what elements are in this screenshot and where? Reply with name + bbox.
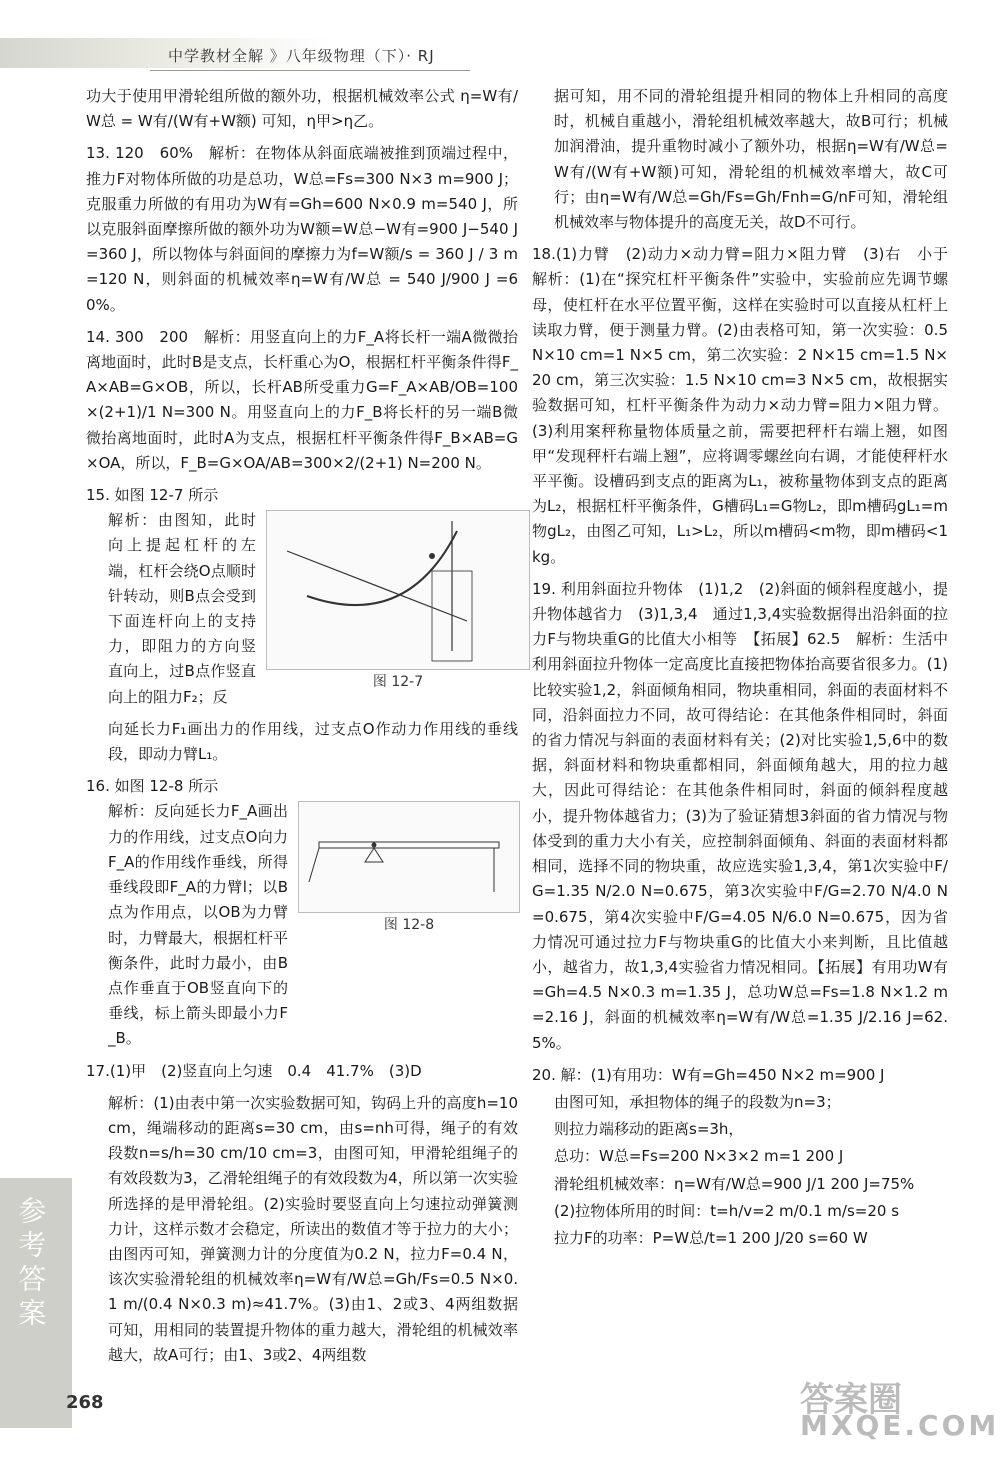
answer-20-c: 则拉力端移动的距离s=3h， xyxy=(554,1120,744,1139)
answer-12-cont: 功大于使用甲滑轮组所做的额外功，根据机械效率公式 η=W有/W总 = W有/(W有+W额) 可知，η甲>η乙。 xyxy=(86,87,518,131)
answer-15-block xyxy=(86,508,518,717)
header-title: 中学教材全解 》八年级物理（下）· RJ xyxy=(168,47,435,65)
sidebar-label: 参考答案 xyxy=(14,1196,48,1332)
figure-12-7-caption: 图 12-7 xyxy=(372,674,424,691)
answer-16-body: 解析：反向延长力F_A画出力的作用线，过支点O向力F_A的作用线作垂线，所得垂线段即F_A的力臂l；以B点为作用点，以OB为力臂时，力臂最大，根据杠杆平衡条件，此时力最小，由B点作垂直于OB竖直向下的垂线，标上箭头即最小力F_B。 xyxy=(108,802,289,1048)
page-number: 268 xyxy=(66,1392,104,1413)
figure-12-7 xyxy=(266,510,530,709)
answer-17-body: 解析：(1)由表中第一次实验数据可知，钩码上升的高度h=10 cm，绳端移动的距离s=30 cm，由s=nh可得，绳子的有效段数n=s/h=30 cm/10 cm=3，由图可知，甲滑轮组绳子的有效段数为3，乙滑轮组绳子的有效段数为4，所以第一次实验所选择的是甲滑轮组。(2)实验时要竖直向上匀速拉动弹簧测力计，这样示数才会稳定，所读出的数值才等于拉力的大小；由图丙可知，弹簧测力计的分度值为0.2 N，拉力F=0.4 N，该次实验滑轮组的机械效率η=W有/W总=Gh/Fs=0.5 N×0.1 m/(0.4 N×0.3 m)≈41.7%。(3)由1、2或3、4两组数据可知，用相同的装置提升物体的重力越大，滑轮组的机械效率越大，故A可行；由1、3或2、4两组数 xyxy=(108,1093,518,1364)
answer-17-cont: 据可知，用不同的滑轮组提升相同的物体上升相同的高度时，机械自重越小，滑轮组机械效率越大，故B可行；机械加润滑油，提升重物时减小了额外功，根据η=W有/W总=W有/(W有+W额)可知，滑轮组的机械效率增大，故C可行；由η=W有/W总=Gh/Fs=Gh/Fnh=G/nF可知，滑轮组机械效率与物体提升的高度无关，故D不可行。 xyxy=(554,87,948,232)
page-header xyxy=(0,0,1000,78)
answer-20-b: 由图可知，承担物体的绳子的段数为n=3； xyxy=(554,1092,841,1111)
answer-16-block xyxy=(86,799,518,1058)
answer-15-head: 15. 如图 12-7 所示 xyxy=(86,486,219,505)
answer-18: 18.(1)力臂 (2)动力×动力臂=阻力×阻力臂 (3)右 小于 解析：(1)在“探究杠杆平衡条件”实验中，实验前应先调节螺母，使杠杆在水平位置平衡，这样在实验时可以直接从杠杆上读取力臂，便于测量力臂。(2)由表格可知，第一次实验：0.5 N×10 cm=1 N×5 cm，第二次实验：2 N×15 cm=1.5 N×20 cm，第三次实验：1.5 N×10 cm=3 N×5 cm，故根据实验数据可知，杠杆平衡条件为动力×动力臂=阻力×阻力臂。(3)利用案秤称量物体质量之前，需要把秤杆右端上翘，如图甲“发现秤杆右端上翘”，应将调零螺丝向右调，才能使秤杆水平平衡。设槽码到支点的距离为L₁，被称量物体到支点的距离为L₂，根据杠杆平衡条件，G槽码L₁=G物L₂，即m槽码gL₁=m物gL₂，由图乙可知，L₁>L₂，所以m槽码<m物，即m槽码<1 kg。 xyxy=(532,245,964,566)
answer-14: 14. 300 200 解析：用竖直向上的力F_A将长杆一端A微微抬离地面时，此时B是支点，长杆重心为O，根据杠杆平衡条件得F_A×AB=G×OB，所以，长杆AB所受重力G=F_A×AB/OB=100×(2+1)/1 N=300 N。用竖直向上的力F_B将长杆的另一端B微微抬离地面时，此时A为支点，根据杠杆平衡条件得F_B×AB=G×OA，所以，F_B=G×OA/AB=300×2/(2+1) N=200 N。 xyxy=(86,327,518,472)
left-column xyxy=(86,84,518,1375)
watermark-line2: MXQE.COM xyxy=(800,1409,1000,1443)
answer-15-tail: 向延长力F₁画出力的作用线，过支点O作动力作用线的垂线段，即动力臂L₁。 xyxy=(108,719,518,764)
figure-12-8 xyxy=(298,801,520,1050)
answer-13: 13. 120 60% 解析：在物体从斜面底端被推到顶端过程中，推力F对物体所做的功是总功，W总=Fs=300 N×3 m=900 J；克服重力所做的有用功为W有=Gh=600 N×0.9 m=540 J，所以克服斜面摩擦所做的额外功为W额=W总−W有=900 J−540 J=360 J，所以物体与斜面间的摩擦力为f=W额/s = 360 J / 3 m =120 N，则斜面的机械效率η=W有/W总 = 540 J/900 J =60%。 xyxy=(86,144,518,314)
answer-20-e: 滑轮组机械效率：η=W有/W总=900 J/1 200 J=75% xyxy=(554,1174,915,1193)
answer-20-g: 拉力F的功率：P=W总/t=1 200 J/20 s=60 W xyxy=(554,1228,868,1247)
answer-20-f: (2)拉物体所用的时间：t=h/v=2 m/0.1 m/s=20 s xyxy=(554,1201,900,1220)
lever-diagram-12-8 xyxy=(298,801,520,913)
lever-diagram-12-7 xyxy=(266,510,530,670)
answer-16-head: 16. 如图 12-8 所示 xyxy=(86,777,219,796)
answer-17-head: 17.(1)甲 (2)竖直向上匀速 0.4 41.7% (3)D xyxy=(86,1061,422,1080)
watermark-line1: 答案圈 xyxy=(800,1380,902,1420)
right-column xyxy=(532,84,964,1258)
sidebar-tab xyxy=(0,1178,72,1428)
answer-20-a: 20. 解：(1)有用功：W有=Gh=450 N×2 m=900 J xyxy=(532,1065,885,1084)
answer-20-d: 总功：W总=Fs=200 N×3×2 m=1 200 J xyxy=(554,1147,844,1166)
figure-12-8-caption: 图 12-8 xyxy=(383,917,435,934)
watermark xyxy=(800,1380,1000,1468)
header-rule xyxy=(150,70,470,71)
answer-19: 19. 利用斜面拉升物体 (1)1,2 (2)斜面的倾斜程度越小，提升物体越省力 (3)1,3,4 通过1,3,4实验数据得出沿斜面的拉力F与物块重G的比值大小相等 【拓展】62.5 解析：生活中利用斜面拉升物体一定高度比直接把物体抬高要省很多力。(1)比较实验1,2，斜面倾角相同，物块重相同，斜面的表面材料不同，沿斜面拉力不同，故可得结论：在其他条件相同时，斜面的省力情况与斜面的表面材料有关；(2)对比实验1,5,6中的数据，斜面材料和物块重都相同，斜面倾角越大，用的拉力越大，因此可得结论：在其他条件相同时，斜面的倾斜程度越小，提升物体越省力；(3)为了验证猜想3斜面的省力情况与物体受到的重力大小有关，应控制斜面倾角、斜面的表面材料都相同，选择不同的物块重，故应选实验1,3,4，第1次实验中F/G=1.35 N/2.0 N=0.675，第3次实验中F/G=2.70 N/4.0 N=0.675，第4次实验中F/G=4.05 N/6.0 N=0.675，因为省力情况可通过拉力F与物块重G的比值大小来判断，且比值越小，越省力，故1,3,4实验省力情况相同。【拓展】有用功W有=Gh=4.5 N×0.3 m=1.35 J，总功W总=Fs=1.8 N×1.2 m=2.16 J，斜面的机械效率η=W有/W总=1.35 J/2.16 J=62.5%。 xyxy=(532,579,948,1052)
answer-15-body: 解析：由图知，此时向上提起杠杆的左端，杠杆会绕O点顺时针转动，则B点会受到下面连杆向上的支持力，即阻力的方向竖直向上，过B点作竖直向上的阻力F₂；反 xyxy=(108,511,256,706)
